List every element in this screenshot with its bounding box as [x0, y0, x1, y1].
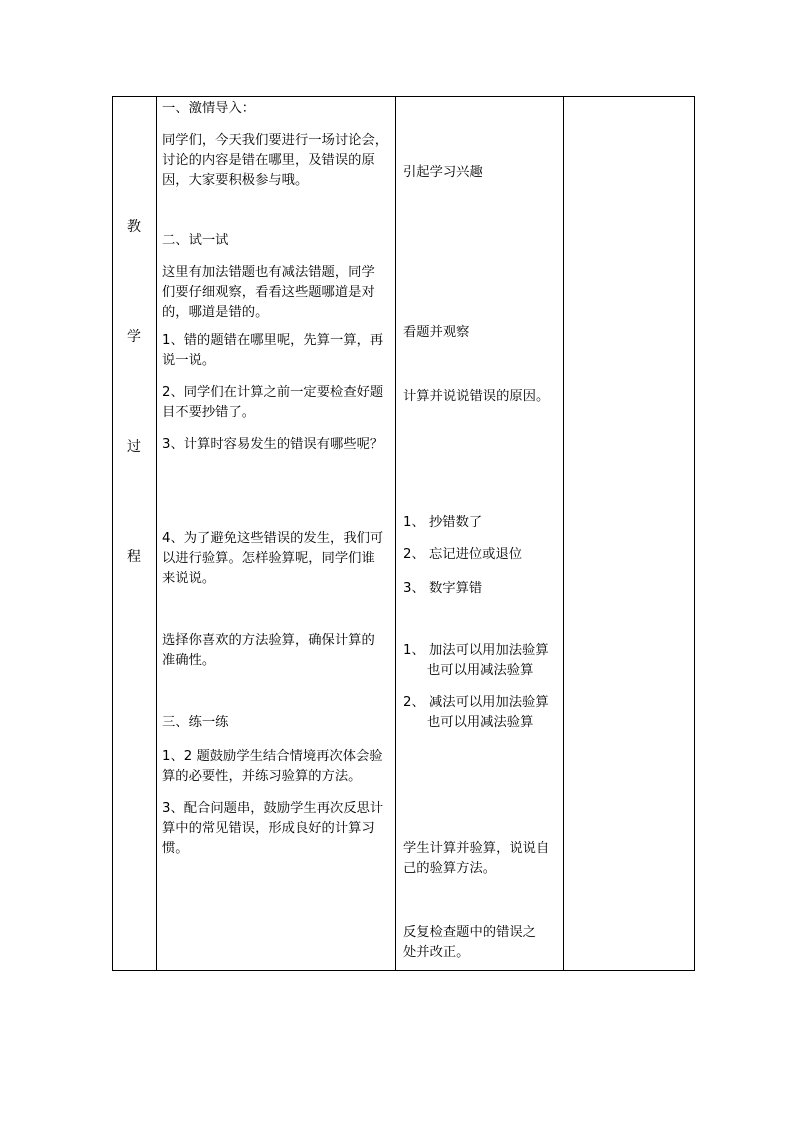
check-method-paragraph: 选择你喜欢的方法验算，确保计算的 准确性。 [162, 633, 375, 668]
check-item-2: 2、 减法可以用加法验算 也可以用减法验算 [403, 695, 549, 730]
section-3-title: 三、练一练 [162, 715, 229, 730]
student-activity-4: 学生计算并验算，说说自 己的验算方法。 [403, 841, 550, 876]
label-char-1: 教 [127, 219, 141, 235]
lesson-plan-table [112, 96, 695, 971]
label-char-2: 学 [127, 329, 141, 345]
section-1-paragraph: 同学们，今天我们要进行一场讨论会， 讨论的内容是错在哪里，及错误的原 因，大家要积极参与哦。 [162, 133, 389, 188]
section-2-paragraph: 这里有加法错题也有减法错题，同学 们要仔细观察，看看这些题哪道是对 的，哪道是错的。 [162, 265, 375, 320]
student-activity-1: 引起学习兴趣 [403, 165, 483, 180]
practice-2: 3、配合问题串，鼓励学生再次反思计 算中的常见错误，形成良好的计算习 惯。 [162, 801, 384, 856]
question-1: 1、错的题错在哪里呢，先算一算，再 说一说。 [162, 333, 384, 368]
check-item-1: 1、 加法可以用加法验算 也可以用减法验算 [403, 643, 549, 678]
practice-1: 1、2 题鼓励学生结合情境再次体会验 算的必要性，并练习验算的方法。 [162, 749, 383, 784]
label-char-4: 程 [127, 549, 141, 565]
column-divider-3 [563, 97, 564, 970]
error-item-2: 2、 忘记进位或退位 [403, 547, 523, 562]
student-activity-5: 反复检查题中的错误之 处并改正。 [403, 925, 536, 960]
label-char-3: 过 [127, 439, 141, 455]
column-divider-2 [395, 97, 396, 970]
column-divider-1 [156, 97, 157, 970]
error-item-3: 3、 数字算错 [403, 581, 483, 596]
error-item-1: 1、 抄错数了 [403, 515, 483, 530]
section-2-title: 二、试一试 [162, 233, 229, 248]
student-activity-3: 计算并说说错误的原因。 [403, 389, 550, 404]
question-2: 2、同学们在计算之前一定要检查好题 目不要抄错了。 [162, 385, 384, 420]
question-3: 3、计算时容易发生的错误有哪些呢？ [162, 437, 384, 452]
student-activity-2: 看题并观察 [403, 325, 470, 340]
section-1-title: 一、激情导入： [162, 101, 256, 116]
question-4: 4、为了避免这些错误的发生，我们可 以进行验算。怎样验算呢，同学们谁 来说说。 [162, 531, 384, 586]
